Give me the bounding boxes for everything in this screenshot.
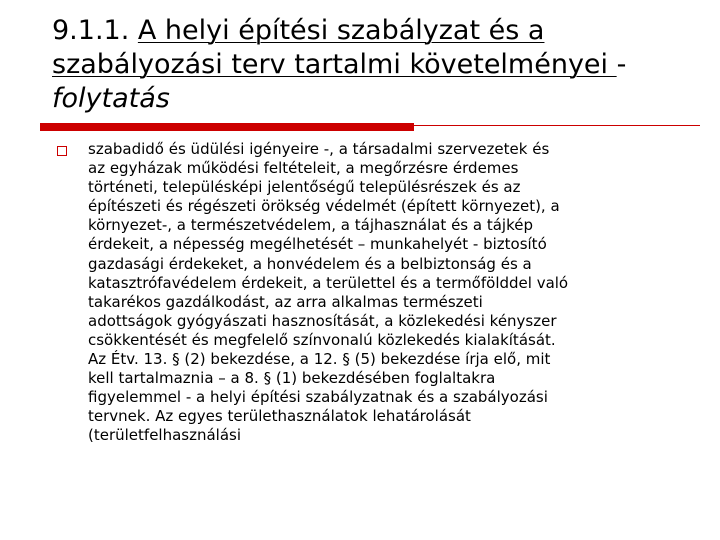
bullet-line: tervnek. Az egyes területhasználatok lehatárolását — [88, 407, 471, 426]
bullet-line: figyelemmel - a helyi építési szabályzatnak és a szabályozási — [88, 388, 548, 407]
bullet-line: csökkentését és megfelelő színvonalú közlekedés kialakítását. — [88, 330, 556, 349]
bullet-line: környezet-, a természetvédelem, a tájhasználat és a tájkép — [88, 216, 533, 235]
title-divider-accent — [40, 123, 414, 131]
title-number: 9.1.1. — [52, 15, 138, 46]
bullet-line: az egyházak működési feltételeit, a megőrzésre érdemes — [88, 159, 519, 178]
bullet-line: katasztrófavédelem érdekeit, a területtel és a termőfölddel való — [88, 273, 569, 292]
bullet-line: kell tartalmaznia – a 8. § (1) bekezdésében foglaltakra — [88, 369, 496, 388]
bullet-text — [88, 140, 698, 446]
bullet-line: történeti, településképi jelentőségű településrészek és az — [88, 178, 521, 197]
square-bullet-icon — [57, 146, 67, 156]
title-continuation: folytatás — [52, 83, 170, 114]
bullet-line: (területfelhasználási — [88, 426, 242, 445]
bullet-line: gazdasági érdekeket, a honvédelem és a belbiztonság és a — [88, 254, 532, 273]
bullet-line: takarékos gazdálkodást, az arra alkalmas természeti — [88, 292, 483, 311]
bullet-line: adottságok gyógyászati hasznosítását, a közlekedési kényszer — [88, 311, 557, 330]
bullet-line: szabadidő és üdülési igényeire -, a társadalmi szervezetek és — [88, 140, 550, 158]
title-dash: - — [616, 49, 627, 80]
slide-title — [52, 14, 692, 116]
title-main: A helyi építési szabályzat és a szabályozási terv tartalmi követelményei — [52, 15, 617, 80]
bullet-line: érdekeit, a népesség megélhetését – munkahelyét - biztosító — [88, 235, 547, 254]
bullet-line: építészeti és régészeti örökség védelmét (épített környezet), a — [88, 197, 560, 216]
bullet-line: Az Étv. 13. § (2) bekezdése, a 12. § (5) bekezdése írja elő, mit — [88, 350, 551, 369]
